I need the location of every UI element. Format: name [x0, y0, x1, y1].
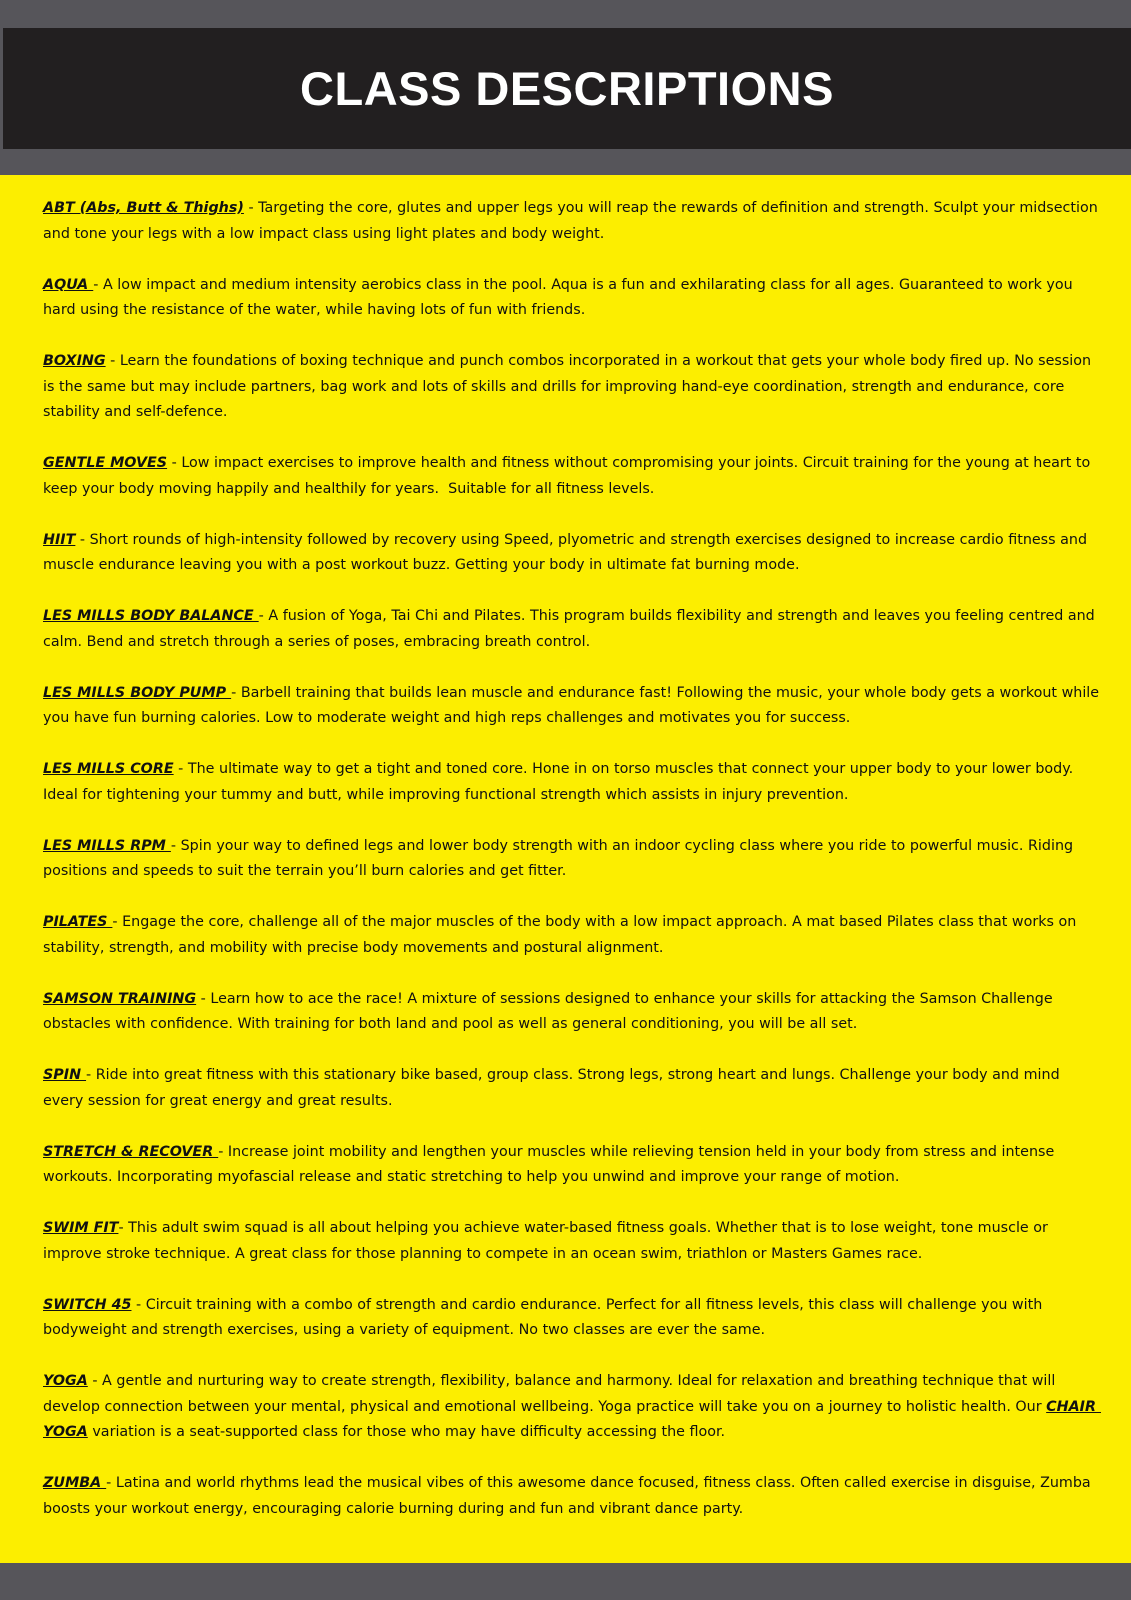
class-name: LES MILLS BODY BALANCE: [43, 608, 259, 624]
class-entry-boxing: [43, 349, 1101, 426]
class-name: YOGA: [43, 1373, 88, 1389]
class-description: - A gentle and nurturing way to create strength, flexibility, balance and harmony. Ideal for relaxation and breathing technique that will develop connection between your mental, physical and emotional wellbeing. Yoga practice will take you on a journey to holistic health. Our: [43, 1373, 1060, 1415]
header-bar: [3, 28, 1131, 149]
class-description-continued: variation is a seat-supported class for those who may have difficulty accessing the floor.: [87, 1424, 726, 1440]
page-title: CLASS DESCRIPTIONS: [300, 62, 834, 115]
class-entry-core: [43, 757, 1101, 808]
class-list: [0, 175, 1131, 1563]
class-name: LES MILLS BODY PUMP: [43, 684, 232, 701]
class-entry-zumba: [43, 1471, 1101, 1522]
class-description: - Learn how to ace the race! A mixture of sessions designed to enhance your skills for attacking the Samson Challenge obstacles with confidence. With training for both land and pool as well as general conditioning, you will be all set.: [43, 990, 1058, 1032]
class-description: - Low impact exercises to improve health and fitness without compromising your joints. Circuit training for the young at heart to keep your body moving happily and healthily for years. Suitable for all fitness levels.: [43, 455, 1095, 497]
class-description: - Ride into great fitness with this stationary bike based, group class. Strong legs, strong heart and lungs. Challenge your body and mind every session for great energy and great results.: [43, 1067, 1065, 1109]
class-description: - Learn the foundations of boxing technique and punch combos incorporated in a workout that gets your whole body fired up. No session is the same but may include partners, bag work and lots of skills and drills for improving hand-eye coordination, strength and endurance, core stability and self-defence.: [43, 353, 1096, 420]
class-entry-yoga: [43, 1369, 1101, 1446]
class-entry-stretch-recover: [43, 1140, 1101, 1191]
class-entry-aqua: [43, 273, 1101, 324]
class-entry-spin: [43, 1063, 1101, 1114]
class-entry-samson-training: [43, 987, 1101, 1038]
class-description: - Spin your way to defined legs and lower body strength with an indoor cycling class where you ride to powerful music. Riding positions and speeds to suit the terrain you’ll burn calories and get fitter.: [43, 837, 1078, 879]
class-entry-swim-fit: [43, 1216, 1101, 1267]
class-name: ZUMBA: [43, 1475, 107, 1491]
class-description: - The ultimate way to get a tight and toned core. Hone in on torso muscles that connect your upper body to your lower body. Ideal for tightening your tummy and butt, while improving functional strength which assists in injury prevention.: [43, 761, 1078, 803]
class-name: AQUA: [43, 276, 94, 293]
class-description: - Barbell training that builds lean muscle and endurance fast! Following the music, your whole body gets a workout while you have fun burning calories. Low to moderate weight and high reps challenges and motivates you for success.: [43, 684, 1104, 726]
chair-yoga-name: CHAIR YOGA: [43, 1398, 1101, 1440]
class-entry-pilates: [43, 910, 1101, 961]
class-description: - A low impact and medium intensity aerobics class in the pool. Aqua is a fun and exhilarating class for all ages. Guaranteed to work you hard using the resistance of the water, while having lots of fun with friends.: [43, 276, 1078, 318]
class-description: - Increase joint mobility and lengthen your muscles while relieving tension held in your body from stress and intense workouts. Incorporating myofascial release and static stretching to help you unwind and improve your range of motion.: [43, 1143, 1059, 1185]
class-name: SWIM FIT: [43, 1220, 119, 1236]
class-description: - Short rounds of high-intensity followed by recovery using Speed, plyometric and strength exercises designed to increase cardio fitness and muscle endurance leaving you with a post workout buzz. Getting your body in ultimate fat burning mode.: [43, 531, 1092, 573]
class-name: SWITCH 45: [43, 1296, 132, 1313]
class-description: - Targeting the core, glutes and upper legs you will reap the rewards of definition and strength. Sculpt your midsection and tone your legs with a low impact class using light plates and body weight.: [43, 200, 1103, 242]
class-name: STRETCH & RECOVER: [43, 1143, 219, 1160]
class-description: - A fusion of Yoga, Tai Chi and Pilates. This program builds flexibility and strength and leaves you feeling centred and calm. Bend and stretch through a series of poses, embracing breath control.: [43, 608, 1100, 650]
class-entry-gentle-moves: [43, 451, 1101, 502]
class-name: ABT (Abs, Butt & Thighs): [43, 200, 244, 216]
class-name: PILATES: [43, 914, 113, 930]
class-description: - Circuit training with a combo of strength and cardio endurance. Perfect for all fitness levels, this class will challenge you with bodyweight and strength exercises, using a variety of equipment. No two classes are ever the same.: [43, 1296, 1047, 1338]
class-entry-body-balance: [43, 604, 1101, 655]
class-description: - This adult swim squad is all about helping you achieve water-based fitness goals. Whether that is to lose weight, tone muscle or improve stroke technique. A great class for those planning to compete in an ocean swim, triathlon or Masters Games race.: [43, 1220, 1053, 1262]
class-name: GENTLE MOVES: [43, 455, 168, 471]
class-description: - Engage the core, challenge all of the major muscles of the body with a low impact approach. A mat based Pilates class that works on stability, strength, and mobility with precise body movements and postural alignment.: [43, 914, 1081, 956]
class-name: HIIT: [43, 531, 76, 548]
class-entry-rpm: [43, 834, 1101, 885]
class-entry-body-pump: [43, 681, 1104, 732]
class-name: BOXING: [43, 353, 106, 369]
class-name: SAMSON TRAINING: [43, 990, 197, 1007]
class-entry-switch-45: [43, 1293, 1101, 1344]
class-name: LES MILLS CORE: [43, 761, 174, 777]
class-name: LES MILLS RPM: [43, 837, 171, 854]
class-description: - Latina and world rhythms lead the musical vibes of this awesome dance focused, fitness class. Often called exercise in disguise, Zumba boosts your workout energy, encouraging calorie burning during and fun and vibrant dance party.: [43, 1475, 1096, 1517]
class-entry-hiit: [43, 528, 1101, 579]
class-name: SPIN: [43, 1067, 87, 1083]
class-entry-abt: [43, 196, 1101, 247]
